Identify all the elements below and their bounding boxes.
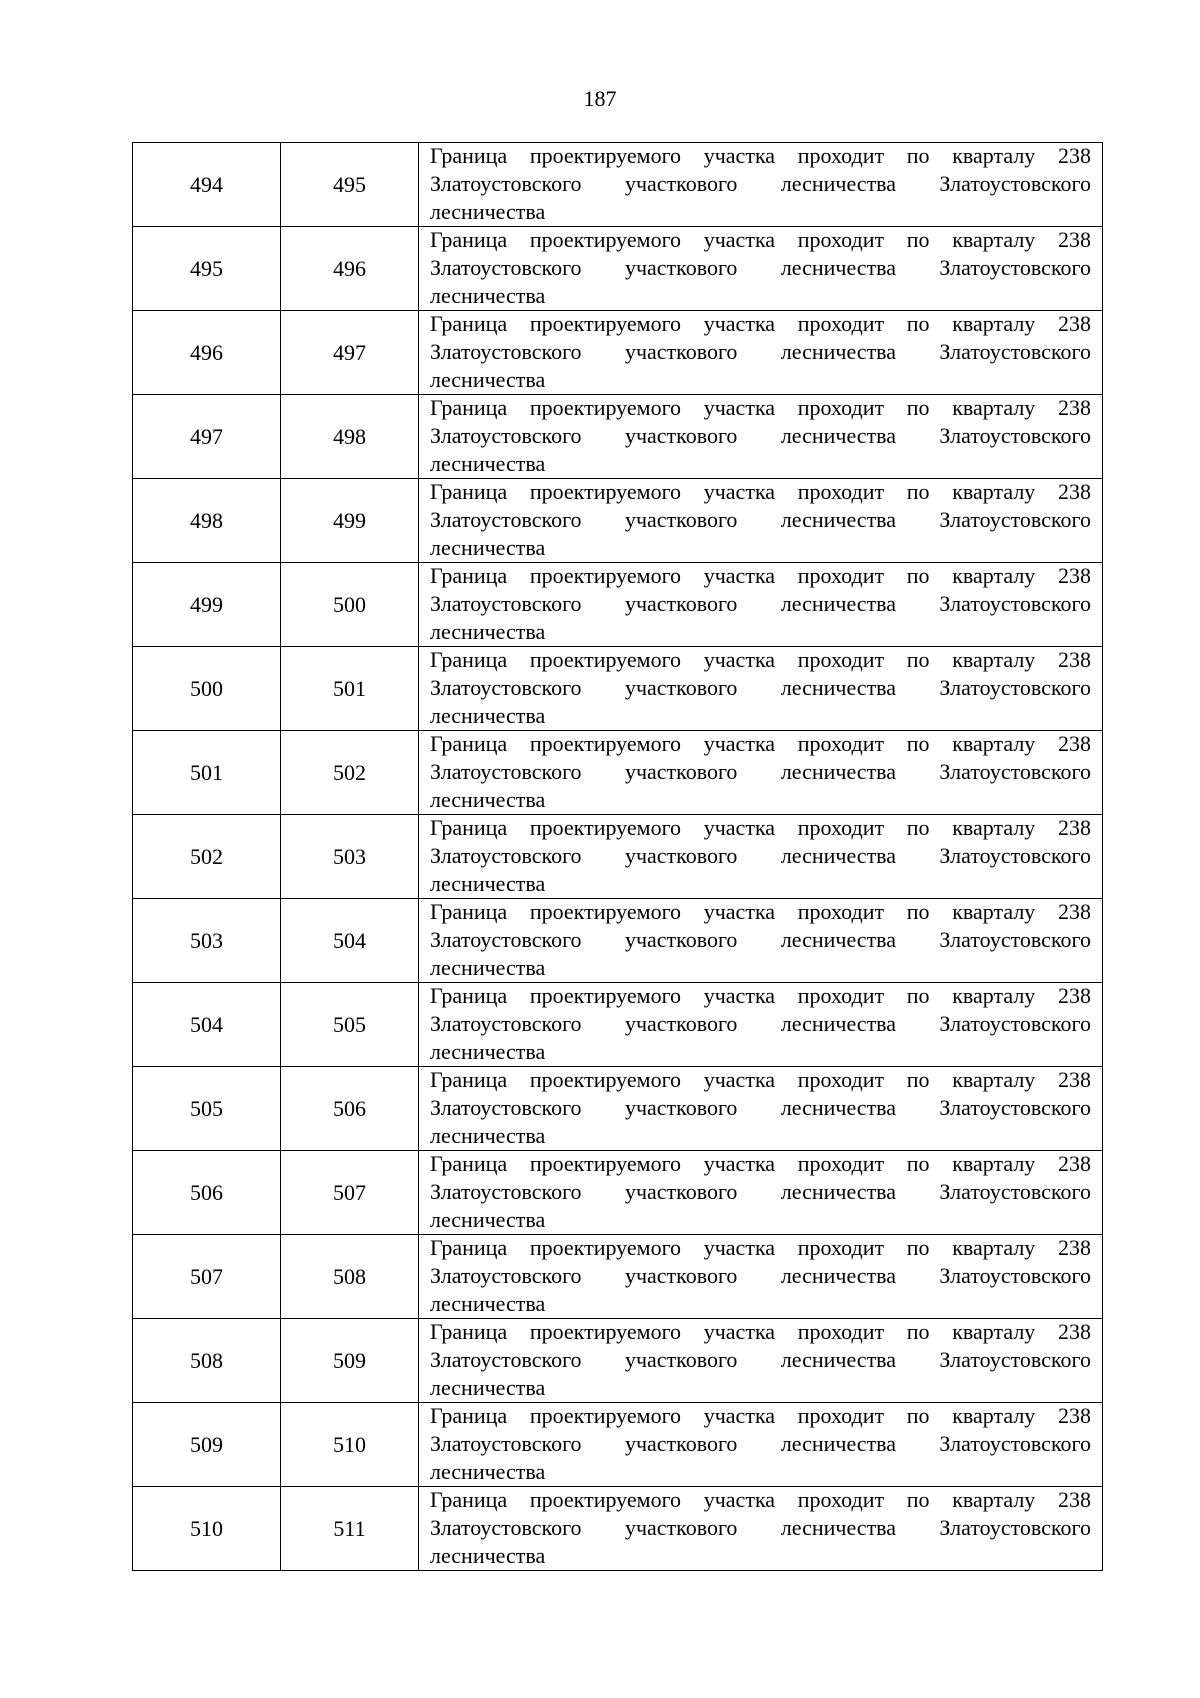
table-row bbox=[133, 479, 1103, 563]
point-from-cell: 507 bbox=[133, 1235, 281, 1319]
description-cell bbox=[419, 983, 1103, 1067]
boundary-table bbox=[132, 142, 1103, 1571]
table-row bbox=[133, 899, 1103, 983]
point-from-cell: 500 bbox=[133, 647, 281, 731]
description-cell bbox=[419, 815, 1103, 899]
table-body bbox=[133, 143, 1103, 1571]
description-text: Граница проектируемого участка проходит по кварталу 238 Златоустовского участкового лесничества Златоустовского лесничества bbox=[430, 143, 1091, 224]
point-from-cell: 504 bbox=[133, 983, 281, 1067]
table-row bbox=[133, 1403, 1103, 1487]
description-text: Граница проектируемого участка проходит по кварталу 238 Златоустовского участкового лесничества Златоустовского лесничества bbox=[430, 1235, 1091, 1316]
table-row bbox=[133, 1319, 1103, 1403]
description-cell bbox=[419, 1403, 1103, 1487]
description-cell bbox=[419, 899, 1103, 983]
table-row bbox=[133, 311, 1103, 395]
description-text: Граница проектируемого участка проходит по кварталу 238 Златоустовского участкового лесничества Златоустовского лесничества bbox=[430, 227, 1091, 308]
point-from-cell: 509 bbox=[133, 1403, 281, 1487]
point-from-cell: 505 bbox=[133, 1067, 281, 1151]
point-from-cell: 508 bbox=[133, 1319, 281, 1403]
table-row bbox=[133, 815, 1103, 899]
table-row bbox=[133, 563, 1103, 647]
description-cell bbox=[419, 1319, 1103, 1403]
description-text: Граница проектируемого участка проходит по кварталу 238 Златоустовского участкового лесничества Златоустовского лесничества bbox=[430, 395, 1091, 476]
table-row bbox=[133, 1151, 1103, 1235]
description-text: Граница проектируемого участка проходит по кварталу 238 Златоустовского участкового лесничества Златоустовского лесничества bbox=[430, 311, 1091, 392]
description-cell bbox=[419, 563, 1103, 647]
table-row bbox=[133, 1487, 1103, 1571]
point-to-cell: 499 bbox=[281, 479, 419, 563]
point-to-cell: 508 bbox=[281, 1235, 419, 1319]
point-to-cell: 503 bbox=[281, 815, 419, 899]
point-from-cell: 496 bbox=[133, 311, 281, 395]
table-row bbox=[133, 1235, 1103, 1319]
description-cell bbox=[419, 143, 1103, 227]
point-to-cell: 511 bbox=[281, 1487, 419, 1571]
point-to-cell: 496 bbox=[281, 227, 419, 311]
point-from-cell: 499 bbox=[133, 563, 281, 647]
description-cell bbox=[419, 479, 1103, 563]
table-row bbox=[133, 1067, 1103, 1151]
point-from-cell: 510 bbox=[133, 1487, 281, 1571]
description-cell bbox=[419, 1235, 1103, 1319]
point-from-cell: 503 bbox=[133, 899, 281, 983]
point-to-cell: 500 bbox=[281, 563, 419, 647]
point-from-cell: 506 bbox=[133, 1151, 281, 1235]
point-to-cell: 501 bbox=[281, 647, 419, 731]
description-cell bbox=[419, 1067, 1103, 1151]
description-text: Граница проектируемого участка проходит по кварталу 238 Златоустовского участкового лесничества Златоустовского лесничества bbox=[430, 479, 1091, 560]
description-cell bbox=[419, 395, 1103, 479]
point-to-cell: 498 bbox=[281, 395, 419, 479]
description-cell bbox=[419, 1487, 1103, 1571]
description-text: Граница проектируемого участка проходит по кварталу 238 Златоустовского участкового лесничества Златоустовского лесничества bbox=[430, 899, 1091, 980]
point-to-cell: 510 bbox=[281, 1403, 419, 1487]
point-from-cell: 497 bbox=[133, 395, 281, 479]
table-row bbox=[133, 647, 1103, 731]
description-text: Граница проектируемого участка проходит по кварталу 238 Златоустовского участкового лесничества Златоустовского лесничества bbox=[430, 815, 1091, 896]
description-cell bbox=[419, 227, 1103, 311]
point-to-cell: 506 bbox=[281, 1067, 419, 1151]
description-cell bbox=[419, 311, 1103, 395]
table-row bbox=[133, 143, 1103, 227]
description-text: Граница проектируемого участка проходит по кварталу 238 Златоустовского участкового лесничества Златоустовского лесничества bbox=[430, 1487, 1091, 1568]
point-to-cell: 505 bbox=[281, 983, 419, 1067]
description-text: Граница проектируемого участка проходит по кварталу 238 Златоустовского участкового лесничества Златоустовского лесничества bbox=[430, 731, 1091, 812]
point-to-cell: 504 bbox=[281, 899, 419, 983]
description-text: Граница проектируемого участка проходит по кварталу 238 Златоустовского участкового лесничества Златоустовского лесничества bbox=[430, 647, 1091, 728]
description-text: Граница проектируемого участка проходит по кварталу 238 Златоустовского участкового лесничества Златоустовского лесничества bbox=[430, 1403, 1091, 1484]
table-row bbox=[133, 983, 1103, 1067]
description-text: Граница проектируемого участка проходит по кварталу 238 Златоустовского участкового лесничества Златоустовского лесничества bbox=[430, 1067, 1091, 1148]
table-row bbox=[133, 395, 1103, 479]
table-row bbox=[133, 731, 1103, 815]
description-cell bbox=[419, 1151, 1103, 1235]
point-from-cell: 502 bbox=[133, 815, 281, 899]
point-to-cell: 509 bbox=[281, 1319, 419, 1403]
table-row bbox=[133, 227, 1103, 311]
point-from-cell: 494 bbox=[133, 143, 281, 227]
point-to-cell: 497 bbox=[281, 311, 419, 395]
description-cell bbox=[419, 731, 1103, 815]
point-from-cell: 501 bbox=[133, 731, 281, 815]
point-to-cell: 507 bbox=[281, 1151, 419, 1235]
description-text: Граница проектируемого участка проходит по кварталу 238 Златоустовского участкового лесничества Златоустовского лесничества bbox=[430, 1151, 1091, 1232]
description-cell bbox=[419, 647, 1103, 731]
point-to-cell: 502 bbox=[281, 731, 419, 815]
description-text: Граница проектируемого участка проходит по кварталу 238 Златоустовского участкового лесничества Златоустовского лесничества bbox=[430, 1319, 1091, 1400]
point-to-cell: 495 bbox=[281, 143, 419, 227]
page-number: 187 bbox=[583, 86, 617, 111]
point-from-cell: 495 bbox=[133, 227, 281, 311]
point-from-cell: 498 bbox=[133, 479, 281, 563]
description-text: Граница проектируемого участка проходит по кварталу 238 Златоустовского участкового лесничества Златоустовского лесничества bbox=[430, 563, 1091, 644]
description-text: Граница проектируемого участка проходит по кварталу 238 Златоустовского участкового лесничества Златоустовского лесничества bbox=[430, 983, 1091, 1064]
